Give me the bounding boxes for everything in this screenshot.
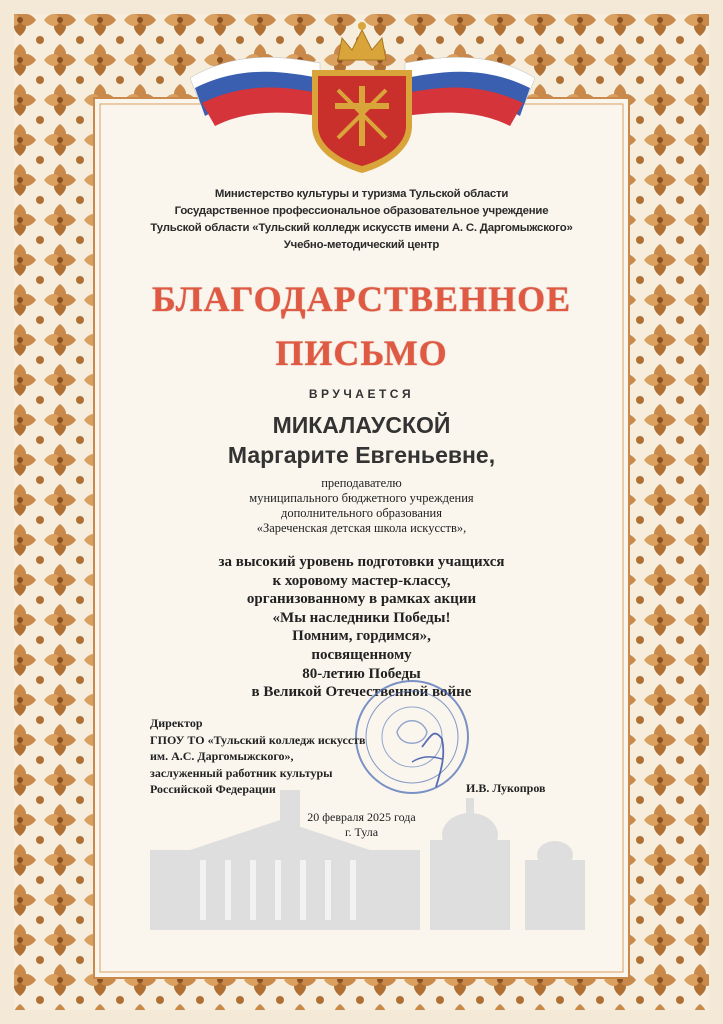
reason-line-3: организованному в рамках акции <box>246 591 477 608</box>
recipient-surname: МИКАЛАУСКОЙ <box>272 412 451 438</box>
signatory-line-3: им. А.С. Даргомыжского», <box>150 749 294 763</box>
signer-name: И.В. Лукопров <box>466 781 546 795</box>
org-line-3: Тульской области «Тульский колледж искусств имени А. С. Даргомыжского» <box>150 222 573 234</box>
reason-line-8: в Великой Отечественной войне <box>251 684 472 701</box>
issue-date: 20 февраля 2025 года <box>307 810 416 824</box>
signatory-line-1: Директор <box>150 716 203 730</box>
org-line-4: Учебно-методический центр <box>283 239 440 251</box>
reason-line-1: за высокий уровень подготовки учащихся <box>218 554 505 570</box>
recipient-position <box>0 476 723 536</box>
reason-line-6: посвященному <box>311 646 412 663</box>
title-line-1: БЛАГОДАРСТВЕННОЕ <box>151 279 572 319</box>
title-line-2: ПИСЬМО <box>275 333 448 373</box>
organization-header <box>0 186 723 254</box>
position-line-3: дополнительного образования <box>280 506 443 520</box>
recipient-name: Маргарите Евгеньевне, <box>227 442 496 468</box>
reason-line-7: 80-летию Победы <box>302 665 421 682</box>
reason-line-2: к хоровому мастер-классу, <box>272 572 451 589</box>
official-stamp-icon <box>352 677 472 797</box>
position-line-4: «Зареченская детская школа искусств», <box>256 521 467 535</box>
college-building-icon <box>130 780 600 930</box>
reason-line-4: «Мы наследники Победы! <box>272 609 451 626</box>
position-line-1: преподавателю <box>321 476 402 490</box>
signatory-line-4: заслуженный работник культуры <box>150 765 333 780</box>
signatory-block <box>150 715 366 798</box>
recipient <box>0 410 723 470</box>
tula-coat-of-arms-icon <box>190 8 535 178</box>
org-line-2: Государственное профессиональное образовательное учреждение <box>174 205 549 217</box>
position-line-2: муниципального бюджетного учреждения <box>249 491 474 505</box>
date-place <box>0 810 723 840</box>
reason-line-5: Помним, гордимся», <box>292 628 431 645</box>
document-title <box>0 272 723 380</box>
signatory-line-2: ГПОУ ТО «Тульский колледж искусств <box>150 732 366 747</box>
signatory-line-5: Российской Федерации <box>150 782 276 796</box>
awarded-label: ВРУЧАЕТСЯ <box>308 387 415 401</box>
issue-city: г. Тула <box>344 825 379 839</box>
org-line-1: Министерство культуры и туризма Тульской области <box>214 188 509 200</box>
